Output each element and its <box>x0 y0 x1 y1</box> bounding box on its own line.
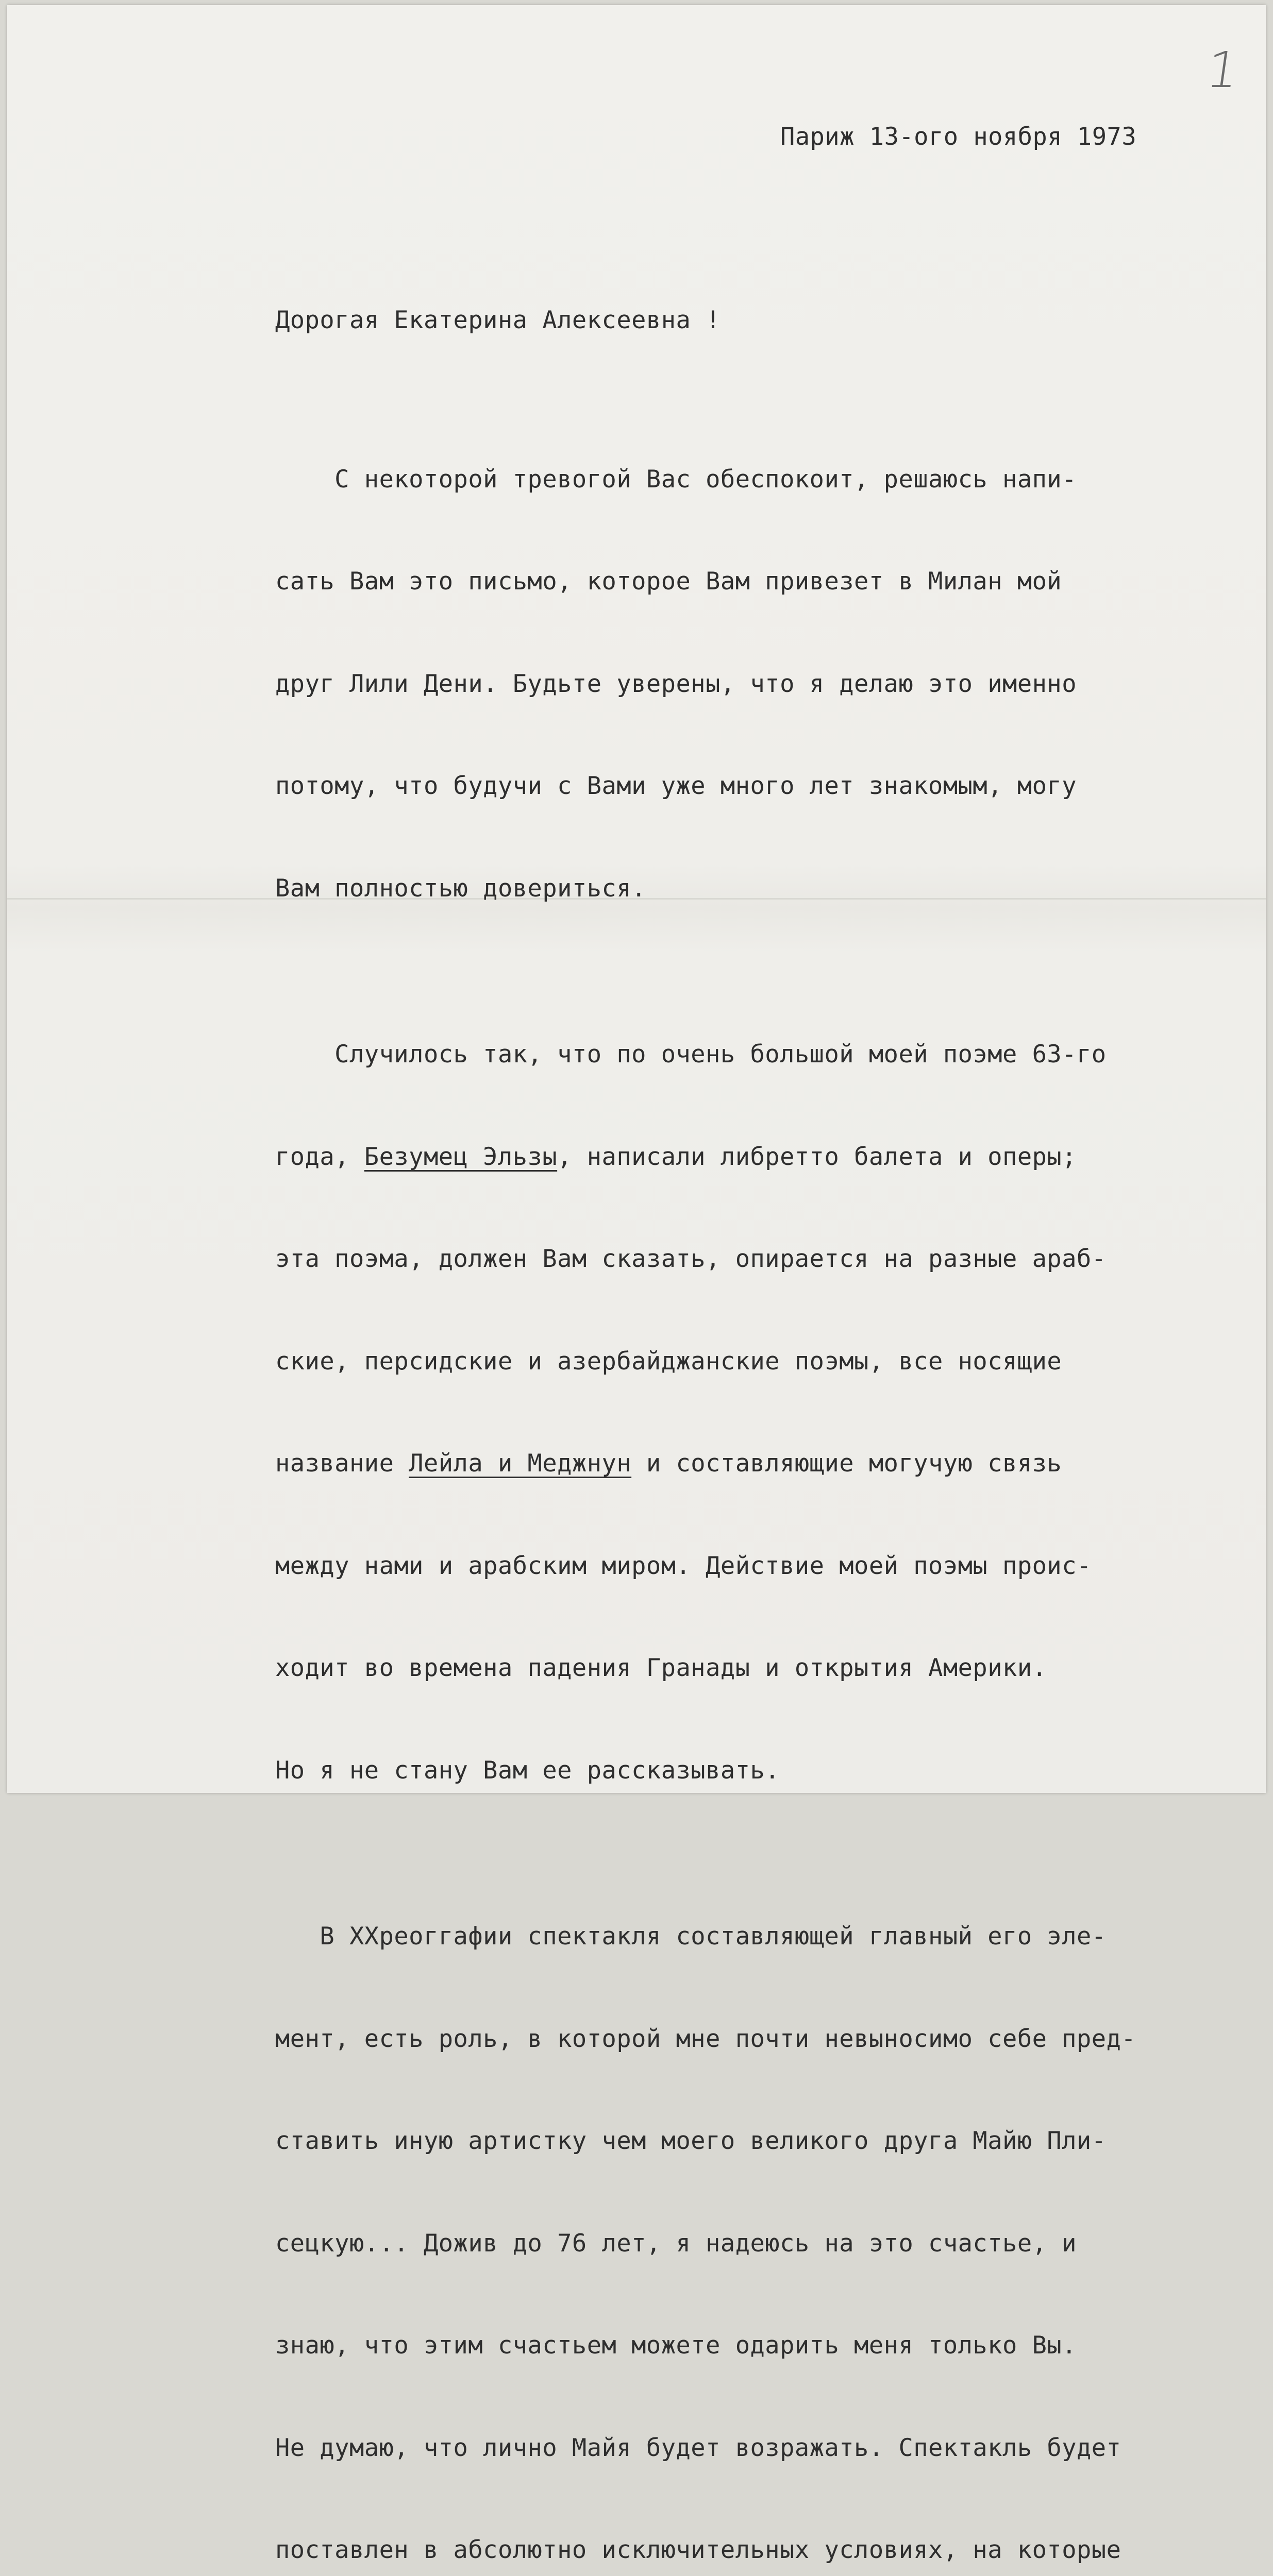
underlined-title: Безумец Эльзы <box>364 1142 558 1171</box>
text-line: С некоторой тревогой Вас обеспокоит, решаюсь напи- <box>275 465 1077 494</box>
underlined-title: Лейла и Меджнун <box>409 1449 632 1478</box>
text-line: сать Вам это письмо, которое Вам привезет в Милан мой <box>275 567 1062 596</box>
letter-body <box>275 241 1244 2576</box>
text-segment: , написали либретто балета и оперы; <box>557 1142 1077 1171</box>
text-line: мент, есть роль, в которой мне почти невыносимо себе пред- <box>275 2024 1136 2053</box>
text-line: Но я не стану Вам ее рассказывать. <box>275 1756 780 1785</box>
text-line: Случилось так, что по очень большой моей поэме 63-го <box>275 1040 1107 1069</box>
text-segment: и составляющие могучую связь <box>631 1449 1062 1478</box>
text-segment: года, <box>275 1142 364 1171</box>
text-line: ские, персидские и азербайджанские поэмы, все носящие <box>275 1347 1062 1376</box>
date-line: Париж 13-ого ноября 1973 <box>780 123 1137 151</box>
text-line: сецкую... Дожив до 76 лет, я надеюсь на это счастье, и <box>275 2229 1077 2258</box>
text-line: Вам полностью довериться. <box>275 874 646 903</box>
page-number: 1 <box>1203 41 1243 99</box>
text-segment: название <box>275 1449 409 1478</box>
letter-page <box>7 5 1266 2564</box>
text-line: потому, что будучи с Вами уже много лет знакомым, могу <box>275 772 1077 800</box>
text-line: знаю, что этим счастьем можете одарить меня только Вы. <box>275 2331 1077 2360</box>
text-line <box>275 1441 1244 1487</box>
salutation: Дорогая Екатерина Алексеевна ! <box>275 306 721 334</box>
text-line: между нами и арабским миром. Действие моей поэмы проис- <box>275 1551 1092 1580</box>
text-line: поставлен в абсолютно исключительных условиях, на которые <box>275 2536 1121 2564</box>
text-line: Не думаю, что лично Майя будет возражать. Спектакль будет <box>275 2433 1121 2462</box>
text-line: ходит во времена падения Гранады и открытия Америки. <box>275 1654 1047 1682</box>
text-line <box>275 1134 1244 1180</box>
text-line: В ХХреоггафии спектакля составляющей главный его эле- <box>275 1922 1107 1951</box>
text-line: эта поэма, должен Вам сказать, опирается на разные араб- <box>275 1245 1107 1273</box>
text-line: ставить иную артистку чем моего великого друга Майю Пли- <box>275 2127 1107 2155</box>
text-line: друг Лили Дени. Будьте уверены, что я делаю это именно <box>275 669 1077 698</box>
